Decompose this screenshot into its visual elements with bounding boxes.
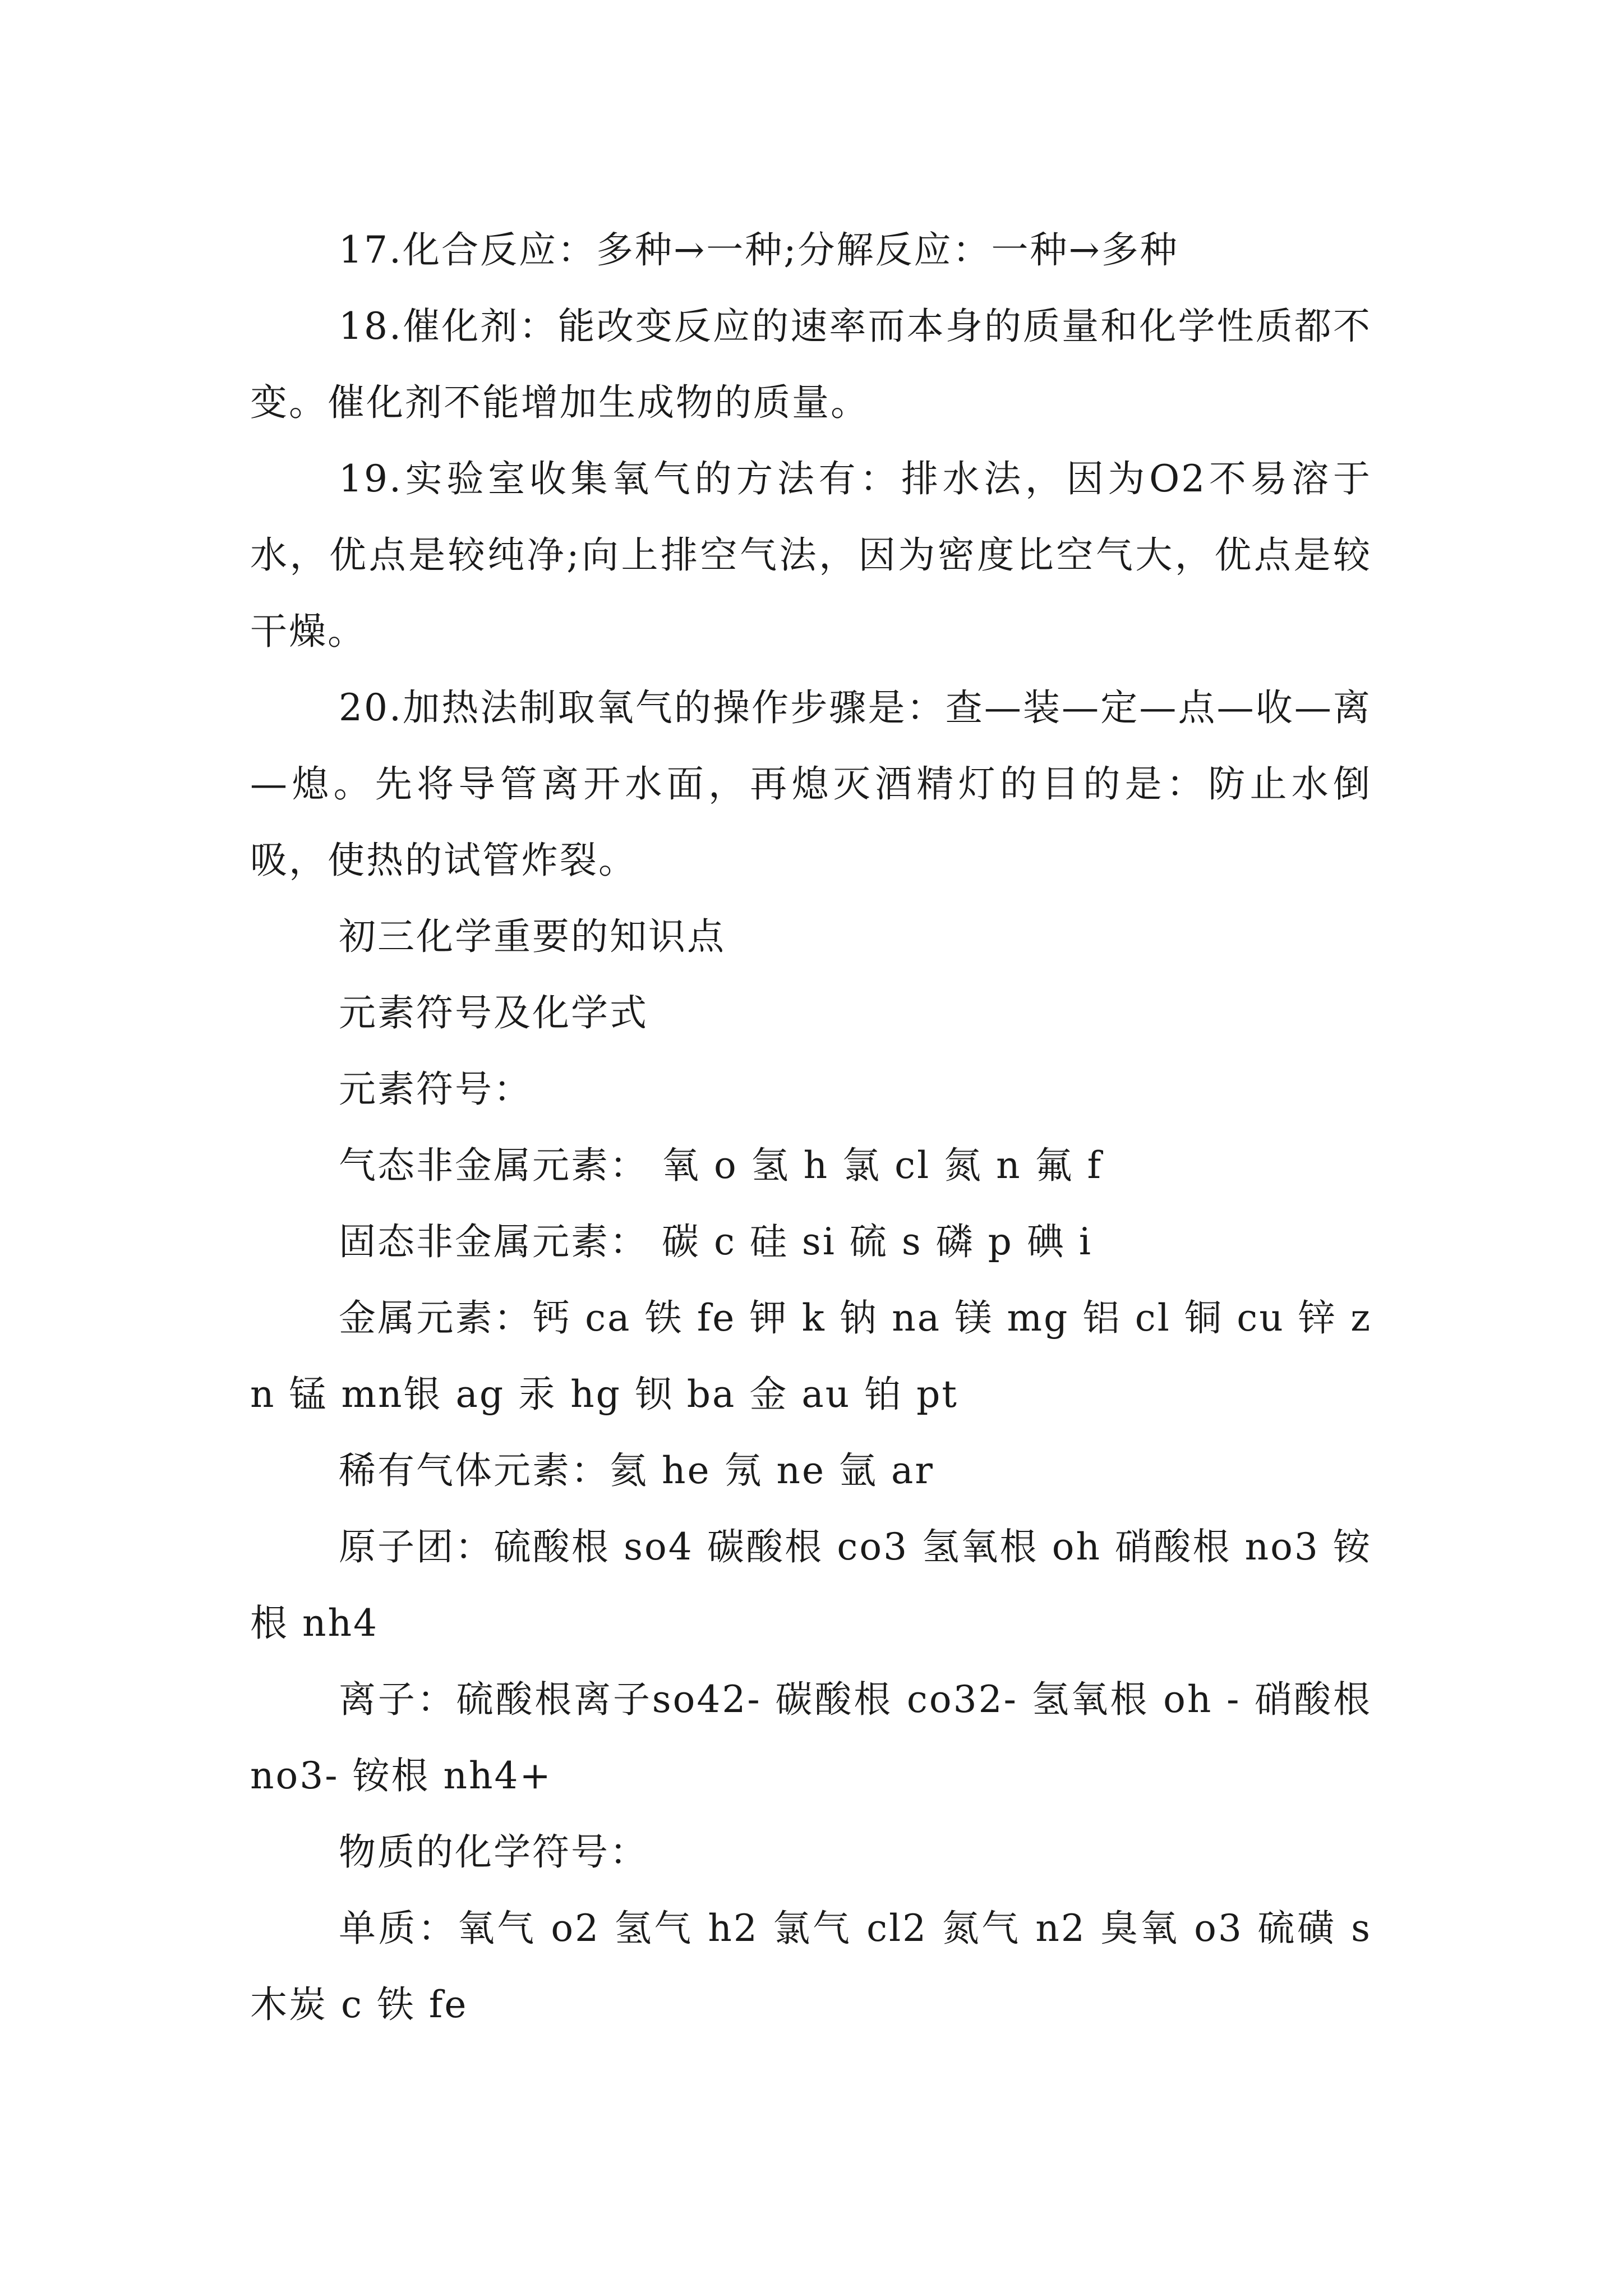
elements-substances-paragraph: 单质：氧气 o2 氢气 h2 氯气 cl2 氮气 n2 臭氧 o3 硫磺 s 木炭 c 铁 fe	[250, 1907, 1372, 2026]
section-heading-key-points: 初三化学重要的知识点	[339, 915, 726, 958]
ions-paragraph: 离子：硫酸根离子so42- 碳酸根 co32- 氢氧根 oh - 硝酸根 no3- 铵根 nh4+	[250, 1678, 1372, 1797]
paragraph-17-reaction-types: 17.化合反应：多种→一种;分解反应：一种→多种	[339, 228, 1179, 272]
radicals-paragraph: 原子团：硫酸根 so4 碳酸根 co3 氢氧根 oh 硝酸根 no3 铵根 nh4	[250, 1525, 1372, 1645]
metal-elements-paragraph: 金属元素：钙 ca 铁 fe 钾 k 钠 na 镁 mg 铝 cl 铜 cu 锌 zn 锰 mn银 ag 汞 hg 钡 ba 金 au 铂 pt	[250, 1296, 1372, 1416]
solid-nonmetals-line: 固态非金属元素： 碳 c 硅 si 硫 s 磷 p 碘 i	[339, 1220, 1092, 1263]
document-body	[250, 212, 1372, 2043]
subheading-chemical-symbols: 物质的化学符号：	[339, 1830, 648, 1874]
paragraph-20-heating-steps: 20.加热法制取氧气的操作步骤是：查—装—定—点—收—离—熄。先将导管离开水面，再熄灭酒精灯的目的是：防止水倒吸，使热的试管炸裂。	[250, 686, 1372, 882]
paragraph-19-oxygen-collection: 19.实验室收集氧气的方法有：排水法，因为O2不易溶于水，优点是较纯净;向上排空气法，因为密度比空气大，优点是较干燥。	[250, 457, 1372, 653]
noble-gases-line: 稀有气体元素：氦 he 氖 ne 氩 ar	[339, 1449, 934, 1492]
paragraph-18-catalyst: 18.催化剂：能改变反应的速率而本身的质量和化学性质都不变。催化剂不能增加生成物的质量。	[250, 305, 1372, 424]
subheading-element-symbols: 元素符号：	[339, 1068, 532, 1111]
subheading-symbols-and-formulas: 元素符号及化学式	[339, 991, 648, 1034]
gaseous-nonmetals-line: 气态非金属元素： 氧 o 氢 h 氯 cl 氮 n 氟 f	[339, 1144, 1103, 1187]
